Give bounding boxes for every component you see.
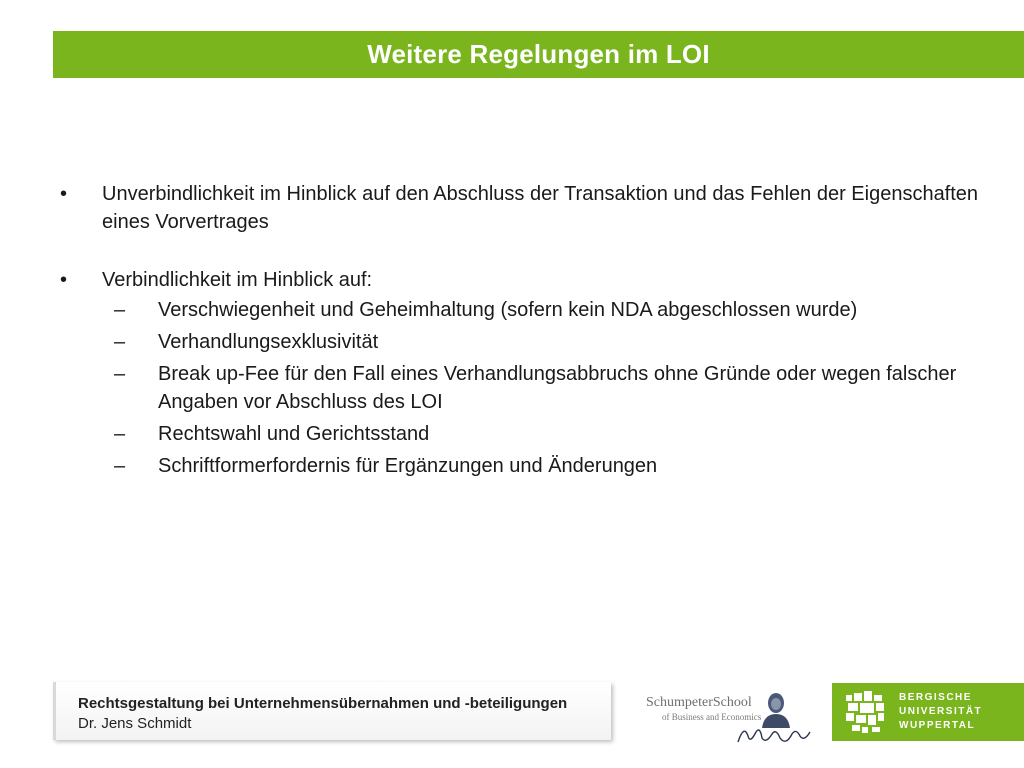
sub-bullet-list xyxy=(114,296,980,480)
university-logo xyxy=(832,683,1024,741)
sub-bullet-item xyxy=(114,420,980,448)
sub-bullet-text: Rechtswahl und Gerichtsstand xyxy=(158,423,430,445)
dash-marker: – xyxy=(114,423,126,445)
schumpeter-school-subtitle: of Business and Economics xyxy=(662,712,762,722)
university-name-line: BERGISCHE xyxy=(899,692,972,703)
lion-crest-icon xyxy=(842,689,888,735)
university-name xyxy=(899,691,982,733)
footer-author: Dr. Jens Schmidt xyxy=(78,715,192,732)
bullet-marker: • xyxy=(60,183,68,205)
bullet-text: Unverbindlichkeit im Hinblick auf den Abschluss der Transaktion und das Fehlen der Eigenschaften eines Vorvertrages xyxy=(102,183,979,233)
bullet-marker: • xyxy=(60,269,68,291)
university-name-line: WUPPERTAL xyxy=(899,720,976,731)
sub-bullet-text: Verschwiegenheit und Geheimhaltung (sofern kein NDA abgeschlossen wurde) xyxy=(158,299,858,321)
sub-bullet-item xyxy=(114,452,980,480)
sub-bullet-text: Break up-Fee für den Fall eines Verhandlungsabbruchs ohne Gründe oder wegen falscher Angaben vor Abschluss des LOI xyxy=(158,363,957,413)
sub-bullet-item xyxy=(114,296,980,324)
schumpeter-school-name: SchumpeterSchool xyxy=(646,695,752,710)
sub-bullet-item xyxy=(114,328,980,356)
university-name-line: UNIVERSITÄT xyxy=(899,706,983,717)
schumpeter-school-logo xyxy=(646,690,826,750)
slide-content xyxy=(60,180,980,484)
bullet-item xyxy=(60,266,980,294)
dash-marker: – xyxy=(114,299,126,321)
dash-marker: – xyxy=(114,363,126,385)
sub-bullet-item xyxy=(114,360,980,416)
dash-marker: – xyxy=(114,331,126,353)
bullet-text: Verbindlichkeit im Hinblick auf: xyxy=(102,269,373,291)
footer-course-title: Rechtsgestaltung bei Unternehmensübernahmen und -beteiligungen xyxy=(78,695,568,712)
bullet-item xyxy=(60,180,980,236)
slide-title: Weitere Regelungen im LOI xyxy=(367,39,710,69)
title-bar xyxy=(53,31,1024,78)
dash-marker: – xyxy=(114,455,126,477)
sub-bullet-text: Verhandlungsexklusivität xyxy=(158,331,379,353)
footer-box xyxy=(53,682,611,740)
signature-icon xyxy=(734,722,814,748)
sub-bullet-text: Schriftformerfordernis für Ergänzungen und Änderungen xyxy=(158,455,658,477)
